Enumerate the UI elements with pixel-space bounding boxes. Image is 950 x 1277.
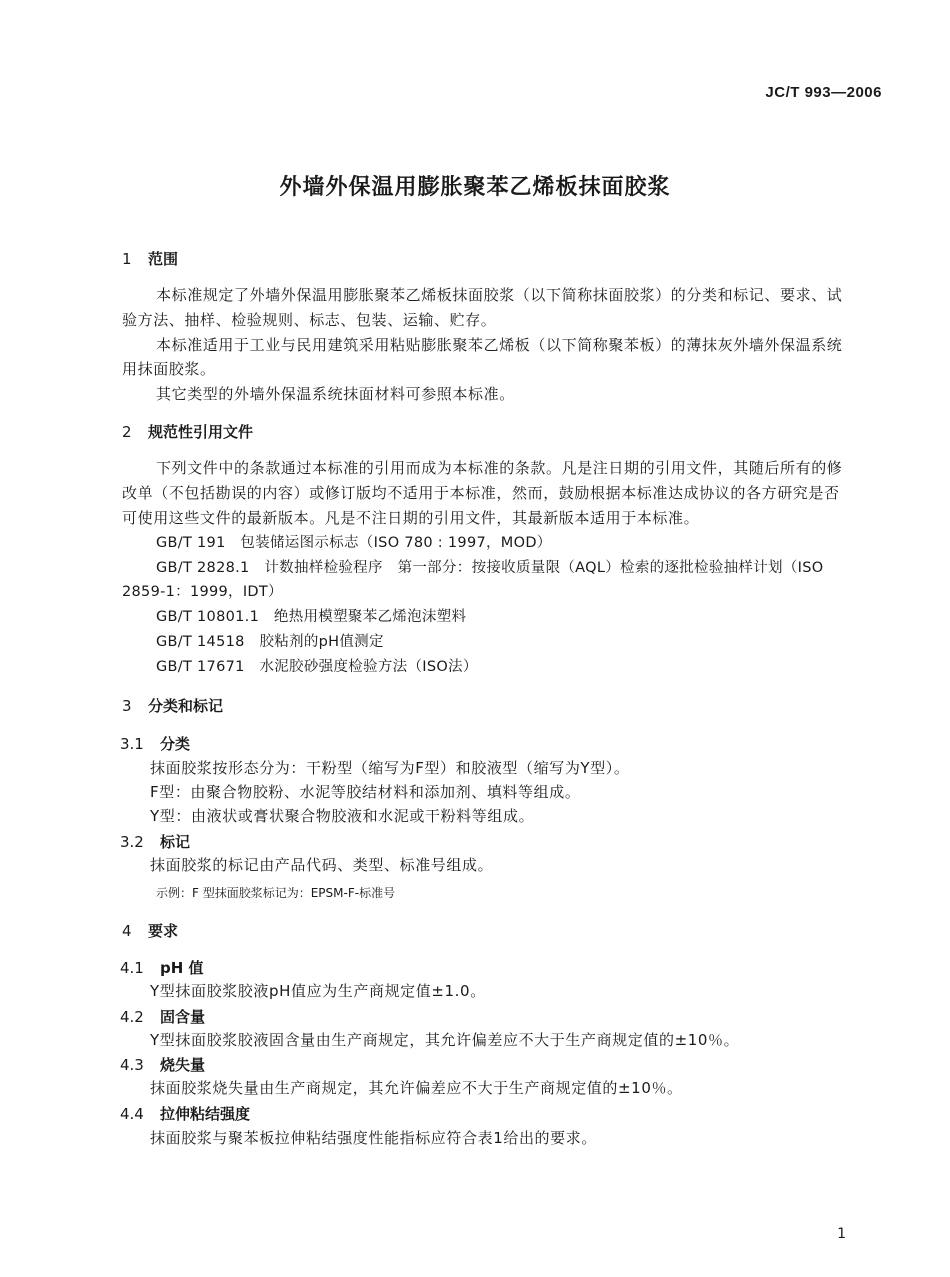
paragraph-line: 改单（不包括勘误的内容）或修订版均不适用于本标准，然而，鼓励根据本标准达成协议的各方研究是否 — [122, 484, 840, 502]
subsection-number: 4.4 — [120, 1105, 144, 1123]
paragraph-line: 抹面胶浆的标记由产品代码、类型、标准号组成。 — [150, 856, 494, 874]
marking-example: 示例：F 型抹面胶浆标记为：EPSM-F-标准号 — [156, 886, 396, 900]
subsection-title: pH 值 — [160, 959, 204, 977]
standard-code: JC/T 993—2006 — [765, 84, 882, 101]
section-1-heading — [122, 248, 178, 269]
section-number: 1 — [122, 250, 132, 268]
section-number: 4 — [122, 922, 132, 940]
subsection-3-2-heading — [120, 831, 190, 852]
subsection-title: 拉伸粘结强度 — [160, 1105, 251, 1123]
section-title: 要求 — [148, 922, 179, 940]
paragraph-line: 下列文件中的条款通过本标准的引用而成为本标准的条款。凡是注日期的引用文件，其随后所有的修 — [156, 459, 843, 477]
section-3-heading — [122, 695, 223, 716]
section-4-heading — [122, 920, 178, 941]
section-title: 分类和标记 — [148, 697, 224, 715]
subsection-title: 烧失量 — [160, 1056, 206, 1074]
paragraph-line: 验方法、抽样、检验规则、标志、包装、运输、贮存。 — [122, 311, 497, 329]
reference-item: GB/T 10801.1 绝热用模塑聚苯乙烯泡沫塑料 — [156, 609, 467, 625]
subsection-4-2-heading — [120, 1006, 205, 1027]
subsection-title: 固含量 — [160, 1008, 206, 1026]
paragraph-line: 用抹面胶浆。 — [122, 360, 216, 378]
subsection-4-1-heading — [120, 957, 204, 978]
paragraph-line: F型：由聚合物胶粉、水泥等胶结材料和添加剂、填料等组成。 — [150, 783, 581, 801]
section-title: 规范性引用文件 — [148, 423, 254, 441]
reference-item: GB/T 191 包装储运图示标志（ISO 780 : 1997，MOD） — [156, 535, 552, 551]
section-2-heading — [122, 421, 253, 442]
paragraph-line: Y型：由液状或膏状聚合物胶液和水泥或干粉料等组成。 — [150, 807, 535, 825]
subsection-title: 分类 — [160, 735, 191, 753]
section-title: 范围 — [148, 250, 179, 268]
section-number: 2 — [122, 423, 132, 441]
reference-item: GB/T 17671 水泥胶砂强度检验方法（ISO法） — [156, 659, 478, 675]
paragraph-line: 抹面胶浆按形态分为：干粉型（缩写为F型）和胶液型（缩写为Y型）。 — [150, 759, 630, 777]
paragraph-line: 本标准规定了外墙外保温用膨胀聚苯乙烯板抹面胶浆（以下简称抹面胶浆）的分类和标记、要求、试 — [156, 286, 843, 304]
paragraph-line: Y型抹面胶浆胶液pH值应为生产商规定值±1.0。 — [150, 982, 486, 1000]
paragraph-line: 本标准适用于工业与民用建筑采用粘贴膨胀聚苯乙烯板（以下简称聚苯板）的薄抹灰外墙外保温系统 — [156, 336, 843, 354]
paragraph-line: 其它类型的外墙外保温系统抹面材料可参照本标准。 — [156, 385, 515, 403]
reference-item: 2859-1：1999，IDT） — [122, 584, 283, 600]
reference-item: GB/T 14518 胶粘剂的pH值测定 — [156, 634, 384, 650]
subsection-number: 3.2 — [120, 833, 144, 851]
page-number: 1 — [837, 1226, 846, 1242]
subsection-3-1-heading — [120, 733, 190, 754]
subsection-number: 4.3 — [120, 1056, 144, 1074]
subsection-4-3-heading — [120, 1054, 205, 1075]
subsection-number: 4.2 — [120, 1008, 144, 1026]
document-title: 外墙外保温用膨胀聚苯乙烯板抹面胶浆 — [279, 175, 671, 200]
paragraph-line: 抹面胶浆烧失量由生产商规定，其允许偏差应不大于生产商规定值的±10％。 — [150, 1079, 683, 1097]
subsection-4-4-heading — [120, 1103, 250, 1124]
subsection-title: 标记 — [160, 833, 191, 851]
paragraph-line: 可使用这些文件的最新版本。凡是不注日期的引用文件，其最新版本适用于本标准。 — [122, 509, 700, 527]
paragraph-line: 抹面胶浆与聚苯板拉伸粘结强度性能指标应符合表1给出的要求。 — [150, 1129, 597, 1147]
section-number: 3 — [122, 697, 132, 715]
paragraph-line: Y型抹面胶浆胶液固含量由生产商规定，其允许偏差应不大于生产商规定值的±10％。 — [150, 1031, 740, 1049]
subsection-number: 4.1 — [120, 959, 144, 977]
subsection-number: 3.1 — [120, 735, 144, 753]
reference-item: GB/T 2828.1 计数抽样检验程序 第一部分：按接收质量限（AQL）检索的逐批检验抽样计划（ISO — [156, 560, 824, 576]
